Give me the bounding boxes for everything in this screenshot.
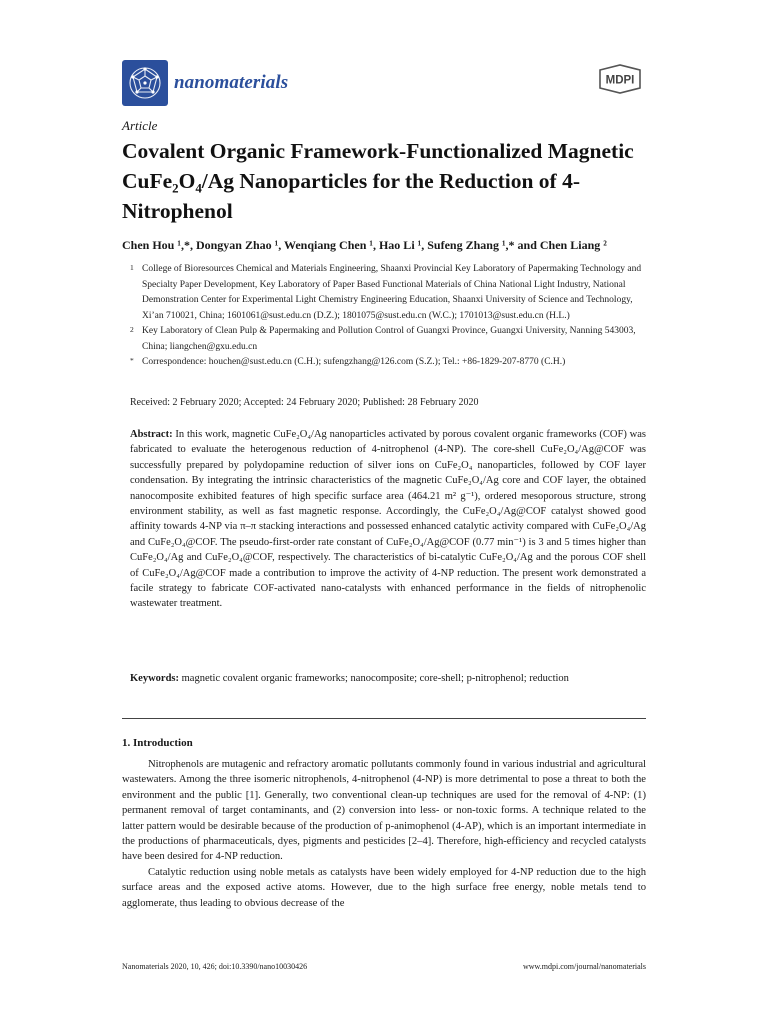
introduction-body: [122, 757, 646, 911]
mdpi-logo-icon: [592, 64, 648, 94]
affiliation-mark: 1: [130, 263, 134, 272]
footer-journal-link[interactable]: www.mdpi.com/journal/nanomaterials: [522, 962, 646, 971]
abstract-label: Abstract:: [130, 429, 173, 440]
publisher-name: MDPI: [605, 74, 635, 87]
keywords-text: magnetic covalent organic frameworks; nanocomposite; core-shell; p-nitrophenol; reduction: [181, 673, 569, 684]
affiliation-item: [130, 355, 650, 371]
affiliation-mark: *: [130, 356, 134, 365]
paragraph: Nitrophenols are mutagenic and refractory aromatic pollutants commonly found in various industrial and agricultural wastewaters. Among the three isomeric nitrophenols, 4-nitrophenol (4-NP) is more detrimental to pose a threat to both the environment and the public [1]. Generally, two conventional clean-up techniques are used for the removal of 4-NP: (1) permanent removal of target contaminants, and (2) conversion into less- or non-toxic forms. A technique related to the latter pattern would be desirable because of the production of p-animophenol (4-AP), which is an important intermediate in the productions of pharmaceuticals, dyes, pigments and pesticides [2–4]. Therefore, high-efficiency and recycled catalysts have been desired for 4-NP reduction.: [122, 759, 646, 863]
journal-logo-icon: [122, 60, 168, 106]
affiliation-mark: 2: [130, 325, 134, 334]
journal-name: nanomaterials: [174, 72, 289, 93]
section-divider: [122, 718, 646, 719]
affiliation-item: [130, 262, 650, 324]
publication-dates: Received: 2 February 2020; Accepted: 24 February 2020; Published: 28 February 2020: [130, 397, 479, 408]
keywords: [130, 671, 646, 686]
article-title: Covalent Organic Framework-Functionalized Magnetic CuFe₂O₄/Ag Nanoparticles for the Reduction of 4-Nitrophenol: [122, 139, 634, 223]
affiliation-list: [130, 262, 650, 371]
affiliation-text: Key Laboratory of Clean Pulp & Papermaking and Pollution Control of Guangxi Province, Guangxi University, Nanning 543003, China; liangchen@gxu.edu.cn: [142, 326, 636, 352]
abstract: [130, 427, 646, 612]
footer-citation: Nanomaterials 2020, 10, 426; doi:10.3390/nano10030426: [122, 962, 308, 971]
abstract-text: In this work, magnetic CuFe₂O₄/Ag nanoparticles activated by porous covalent organic frameworks (COF) was fabricated to evaluate the heterogenous reduction of 4-nitrophenol (4-NP). The core-shell CuFe₂O₄/Ag@COF was successfully prepared by polydopamine reduction of silver ions on CuFe₂O₄ nanoparticles, followed by COF layer condensation. By integrating the intrinsic characteristics of the magnetic CuFe₂O₄/Ag core and COF layer, the obtained nanocomposite exhibited features of high specific surface area (464.21 m² g⁻¹), ordered mesoporous structure, strong environment stability, as well as fast magnetic response. Accordingly, the CuFe₂O₄/Ag@COF catalyst showed good affinity towards 4-NP via π–π stacking interactions and possessed enhanced catalytic activity compared with CuFe₂O₄/Ag and CuFe₂O₄@COF. The pseudo-first-order rate constant of CuFe₂O₄/Ag@COF (0.77 min⁻¹) is 3 and 5 times higher than CuFe₂O₄/Ag and CuFe₂O₄@COF, respectively. The characteristics of bi-catalytic CuFe₂O₄/Ag and the porous COF shell of CuFe₂O₄/Ag@COF made a contribution to improve the activity of 4-NP reduction. The present work demonstrated a facile strategy to fabricate COF-activated nano-catalysts with enhanced performance in the fields of nitrophenolic wastewater treatment.: [130, 429, 646, 610]
affiliation-item: [130, 324, 650, 355]
article-type: Article: [122, 118, 158, 133]
author-list: Chen Hou ¹,*, Dongyan Zhao ¹, Wenqiang Chen ¹, Hao Li ¹, Sufeng Zhang ¹,* and Chen Liang ²: [122, 238, 607, 252]
correspondence-text: Correspondence: houchen@sust.edu.cn (C.H.); sufengzhang@126.com (S.Z.); Tel.: +86-1829-207-8770 (C.H.): [142, 357, 566, 367]
paragraph: Catalytic reduction using noble metals as catalysts have been widely employed for 4-NP reduction due to the high surface areas and the exposed active atoms. However, due to the high surface free energy, noble metals tend to agglomerate, thus leading to obvious decrease of the: [122, 866, 646, 909]
keywords-label: Keywords:: [130, 673, 179, 684]
section-heading-introduction: 1. Introduction: [122, 737, 193, 749]
affiliation-text: College of Bioresources Chemical and Materials Engineering, Shaanxi Provincial Key Laboratory of Papermaking Technology and Specialty Paper Development, Key Laboratory of Paper Based Functional Materials of China National Light Industry, National Demonstration Center for Experimental Light Chemistry Engineering Education, Shaanxi University of Science and Technology, Xi’an 710021, China; 1601061@sust.edu.cn (D.Z.); 1801075@sust.edu.cn (W.C.); 1701013@sust.edu.cn (H.L.): [142, 264, 642, 321]
